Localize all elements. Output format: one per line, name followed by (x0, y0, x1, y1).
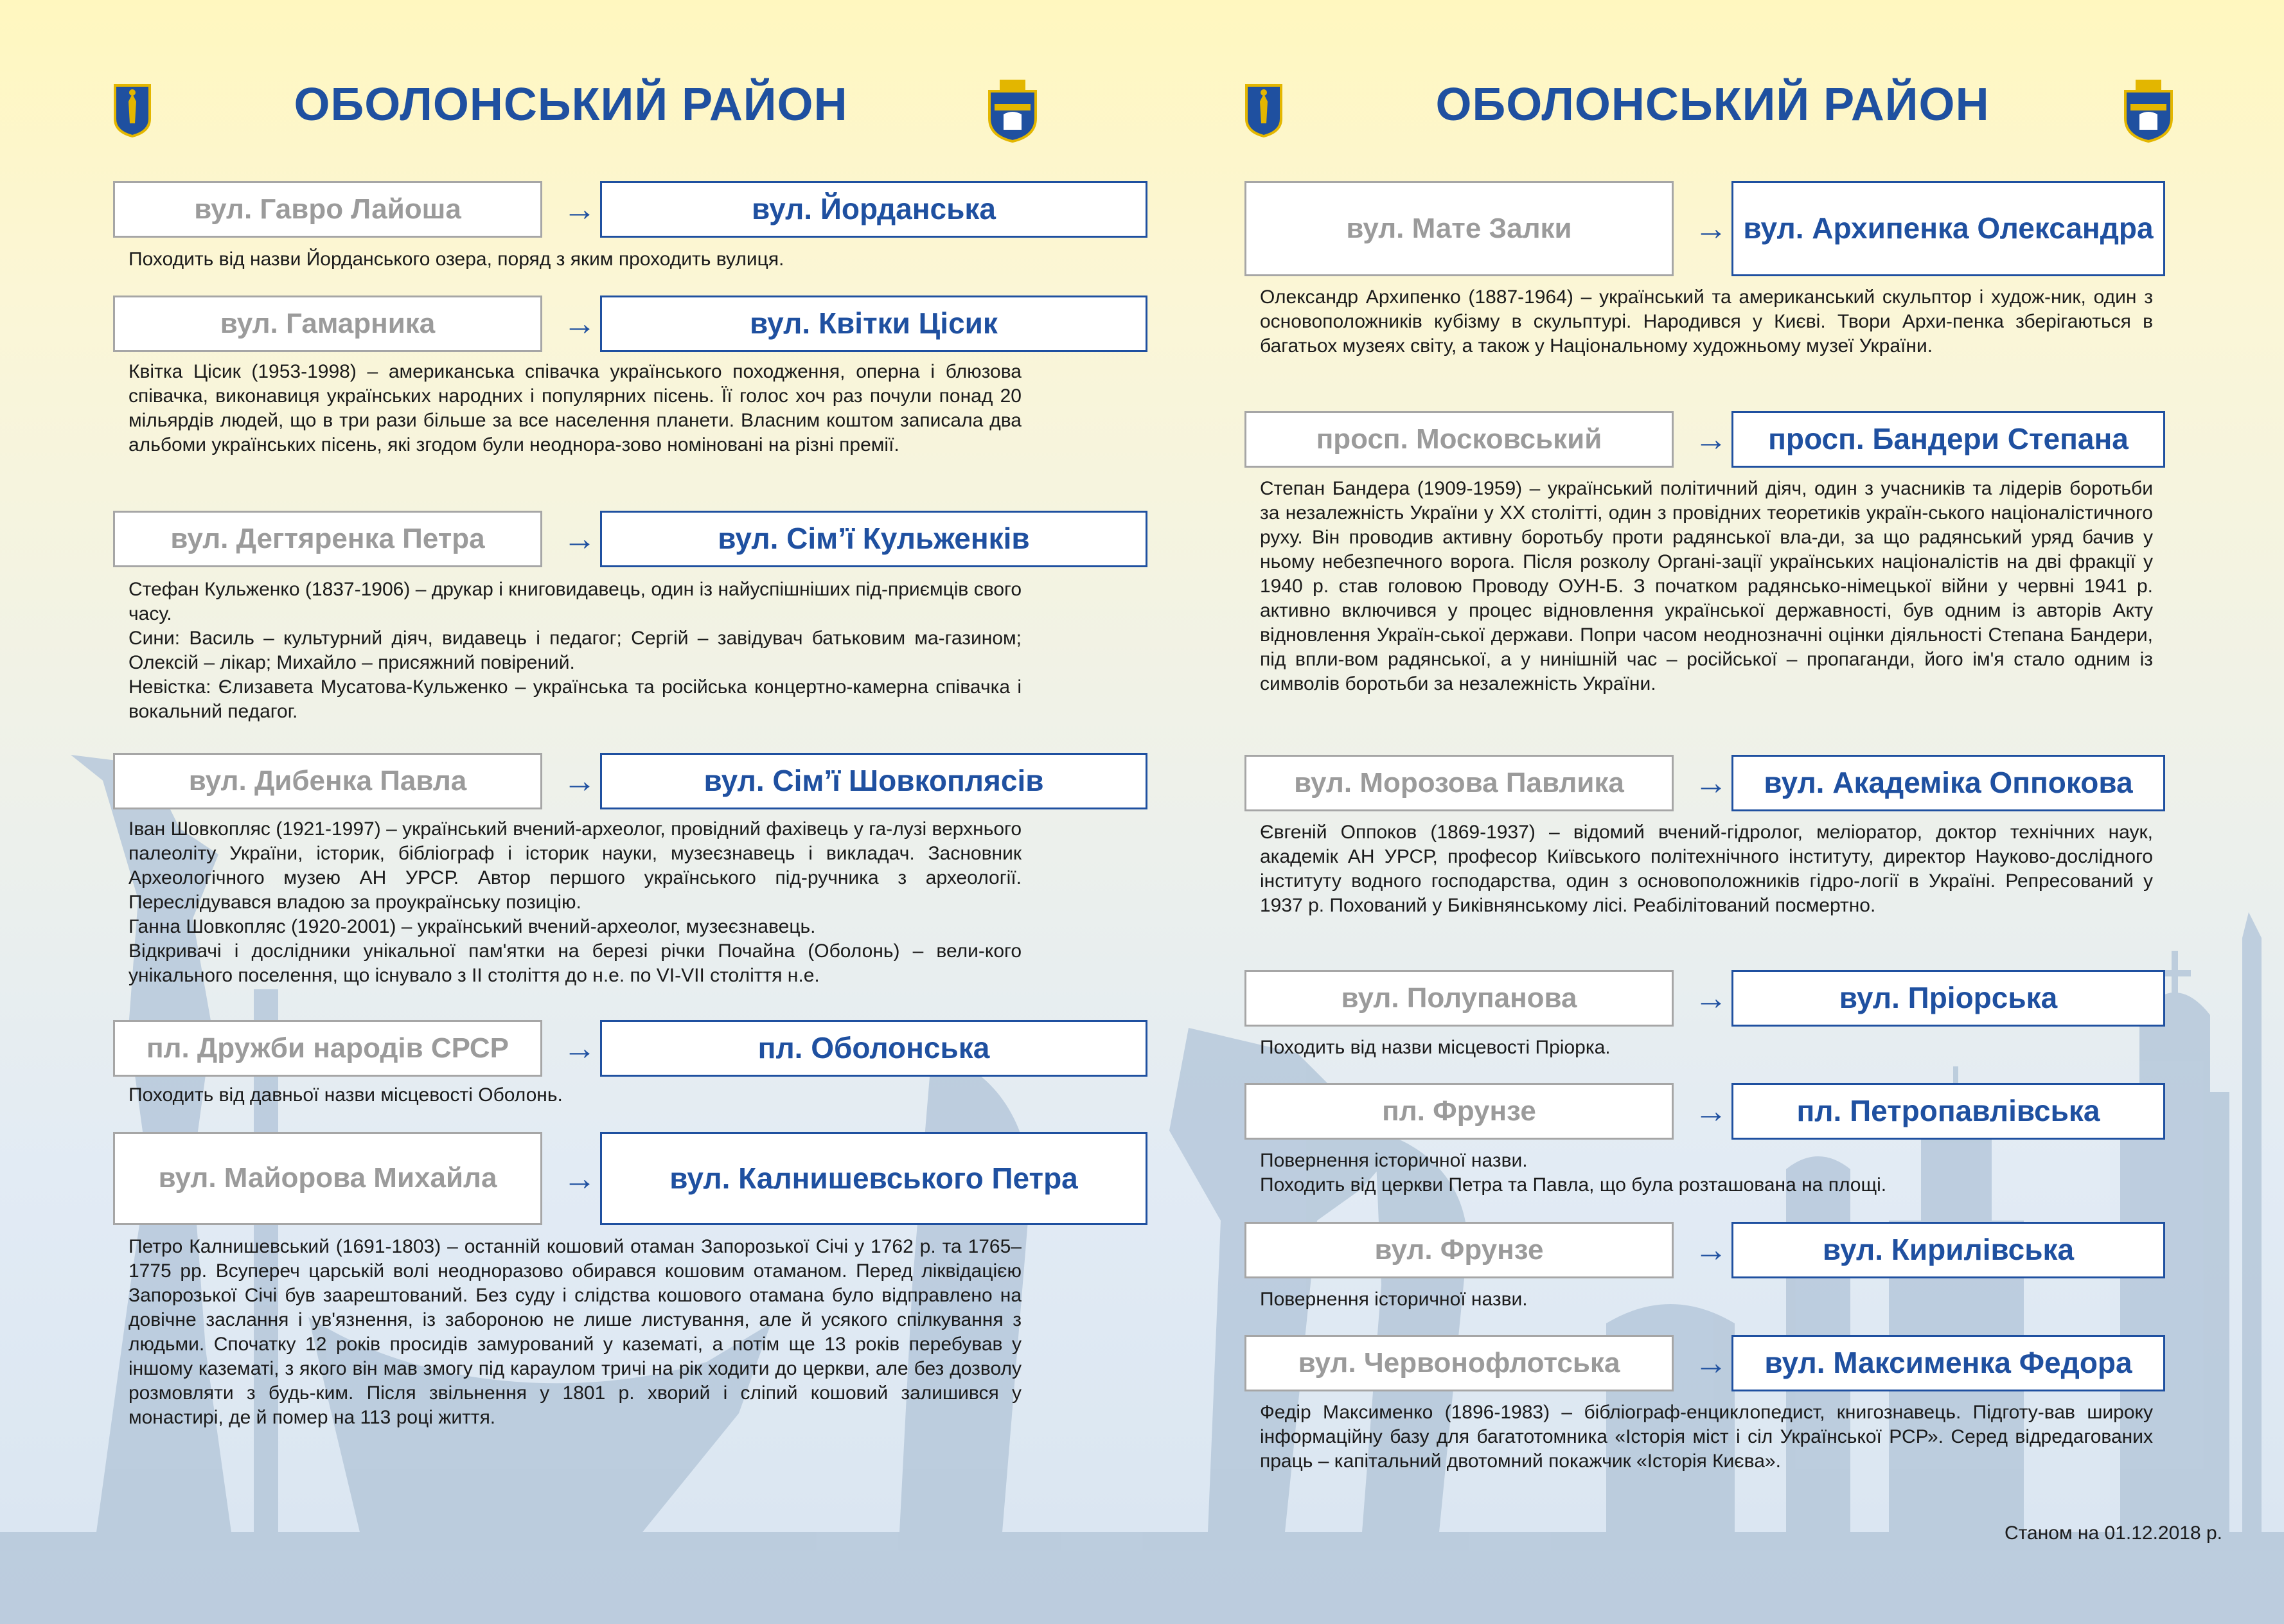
entry-description: Іван Шовкопляс (1921-1997) – український вчений-археолог, провідний фахівець у га-лузі верхнього палеоліту України, історик, бібліограф і історик науки, музеєзнавець і викладач. Засновник Археологічного музею АН УРСР. Автор першого українського під-ручника з археології. Переслідувався владою за проукраїнську позицію. Ганна Шовкопляс (1920-2001) – український вчений-археолог, музеєзнавець. Відкривачі і дослідники унікальної пам'ятки на березі річки Почайна (Оболонь) – вели-кого унікального поселення, що існувало з ІІ століття до н.е. по VI-VII століття н.е. (128, 818, 1022, 986)
entry-description: Олександр Архипенко (1887-1964) – український та американський скульптор і худож-ник, один з основоположників кубізму в скульптурі. Народився у Києві. Твори Архи-пенка зберігаються в багатьох музеях світу, а також у Національному художньому музеї України. (1260, 287, 2153, 357)
new-street-name: вул. Квітки Цісик (600, 296, 1147, 352)
old-street-name: вул. Червонофлотська (1244, 1335, 1674, 1391)
arrow-right-icon: → (563, 305, 596, 342)
old-street-name: вул. Гавро Лайоша (113, 181, 542, 238)
old-street-name: вул. Дибенка Павла (113, 753, 542, 809)
arrow-right-icon: → (563, 1030, 596, 1067)
page-right (1142, 0, 2283, 1624)
arrow-right-icon: → (1694, 210, 1728, 247)
old-street-name: вул. Полупанова (1244, 970, 1674, 1027)
old-street-name: вул. Дегтяренка Петра (113, 511, 542, 567)
old-street-name: вул. Майорова Михайла (113, 1132, 542, 1225)
old-street-name: вул. Морозова Павлика (1244, 755, 1674, 811)
page-title: ОБОЛОНСЬКИЙ РАЙОН (294, 79, 848, 130)
new-street-name: пл. Петропавлівська (1731, 1083, 2165, 1140)
entry-description: Степан Бандера (1909-1959) – український політичний діяч, один з учасників та лідерів боротьби за незалежність України у ХХ столітті, один з провідних теоретиків україн-ського націоналістичного руху. Він проводив активну боротьбу проти радянської вла-ди, за що радянський уряд бачив у ньому небезпечного ворога. Після розколу Органі-зації українських націоналістів на дві фракції у 1940 р. став головою Проводу ОУН-Б. З початком радянсько-німецької війни у червні 1941 р. активно включився у процес відновлення української державності, був одним із авторів Акту відновлення Україн-ської держави. Попри часом неоднозначні оцінки діяльності Степана Бандери, під впли-вом радянської, а у нинішній час – російської – пропаганди, його ім'я стало одним із символів боротьби за незалежність України. (1260, 478, 2153, 694)
new-street-name: вул. Сім’ї Кульженків (600, 511, 1147, 567)
entry-description: Федір Максименко (1896-1983) – бібліограф-енциклопедист, книгознавець. Підготу-вав широку інформаційну базу для багатотомника «Історія міст і сіл Української РСР». Серед відредагованих праць – капітальний двотомний покажчик «Історія Києва». (1260, 1402, 2153, 1472)
entry-description: Петро Калнишевський (1691-1803) – останній кошовий отаман Запорозької Січі у 1762 р. та 1765–1775 рр. Всупереч царській волі неодноразово обирався кошовим отаманом. Перед ліквідацією Запорозької Січі був заарештований. Без суду і слідства кошового отамана було відправлено на довічне заслання і ув'язнення, із забороною не лише листування, але й усякого спілкування з людьми. Спочатку 12 років просидів замурований у казематі, а потім ще 13 років перебував у іншому казематі, з якого він мав змогу під караулом тричі на рік ходити до церкви, але без дозволу розмовляти з будь-ким. Після звільнення у 1801 р. хворий і сліпий кошовий залишився у монастирі, де й помер на 113 році життя. (128, 1236, 1022, 1428)
entry-description: Походить від назви Йорданського озера, поряд з яким проходить вулиця. (128, 249, 784, 270)
entry-description: Походить від назви місцевості Пріорка. (1260, 1037, 1611, 1058)
old-street-name: пл. Дружби народів СРСР (113, 1020, 542, 1077)
new-street-name: вул. Пріорська (1731, 970, 2165, 1027)
arrow-right-icon: → (563, 520, 596, 558)
new-street-name: вул. Йорданська (600, 181, 1147, 238)
arrow-right-icon: → (1694, 1345, 1728, 1382)
obolon-coat-of-arms-icon (2121, 78, 2175, 143)
entry-description: Євгеній Оппоков (1869-1937) – відомий вчений-гідролог, меліоратор, доктор технічних наук, академік АН УРСР, професор Київського політехнічного інституту, директор Науково-дослідного інституту водного господарства, один з основоположників гідро-логії в Україні. Репресований у 1937 р. Похований у Биківнянському лісі. Реабілітований посмертно. (1260, 822, 2153, 916)
new-street-name: вул. Калнишевського Петра (600, 1132, 1147, 1225)
old-street-name: пл. Фрунзе (1244, 1083, 1674, 1140)
new-street-name: вул. Архипенка Олександра (1731, 181, 2165, 276)
status-date: Станом на 01.12.2018 р. (2004, 1522, 2222, 1544)
arrow-right-icon: → (563, 1160, 596, 1197)
arrow-right-icon: → (563, 763, 596, 800)
old-street-name: вул. Гамарника (113, 296, 542, 352)
arrow-right-icon: → (1694, 1231, 1728, 1269)
arrow-right-icon: → (563, 191, 596, 228)
new-street-name: вул. Сім’ї Шовкоплясів (600, 753, 1147, 809)
arrow-right-icon: → (1694, 764, 1728, 802)
new-street-name: пл. Оболонська (600, 1020, 1147, 1077)
old-street-name: вул. Фрунзе (1244, 1222, 1674, 1278)
new-street-name: вул. Академіка Оппокова (1731, 755, 2165, 811)
arrow-right-icon: → (1694, 980, 1728, 1017)
obolon-coat-of-arms-icon (986, 78, 1040, 143)
entry-description: Повернення історичної назви. (1260, 1289, 1528, 1310)
entry-description: Квітка Цісик (1953-1998) – американська співачка українського походження, оперна і блюзова співачка, виконавиця українських народних і популярних пісень. Її голос хоч раз почули понад 20 мільярдів людей, що в три рази більше за все населення планети. Власним коштом записала два альбоми українських пісень, які згодом були неоднора-зово номіновані на різні премії. (128, 361, 1022, 455)
arrow-right-icon: → (1694, 421, 1728, 458)
arrow-right-icon: → (1694, 1093, 1728, 1130)
new-street-name: вул. Кирилівська (1731, 1222, 2165, 1278)
new-street-name: вул. Максименка Федора (1731, 1335, 2165, 1391)
entry-description: Походить від давньої назви місцевості Оболонь. (128, 1084, 563, 1106)
old-street-name: просп. Московський (1244, 411, 1674, 468)
new-street-name: просп. Бандери Степана (1731, 411, 2165, 468)
page-title: ОБОЛОНСЬКИЙ РАЙОН (1435, 79, 1990, 130)
old-street-name: вул. Мате Залки (1244, 181, 1674, 276)
entry-description: Стефан Кульженко (1837-1906) – друкар і книговидавець, один із найуспішніших під-приємців свого часу. Сини: Василь – культурний діяч, видавець і педагог; Сергій – завідувач батьковим ма-газином; Олексій – лікар; Михайло – присяжний повірений. Невістка: Єлизавета Мусатова-Кульженко – українська та російська концертно-камерна співачка і вокальний педагог. (128, 579, 1022, 722)
entry-description: Повернення історичної назви. Походить від церкви Петра та Павла, що була розташована на площі. (1260, 1150, 1887, 1196)
